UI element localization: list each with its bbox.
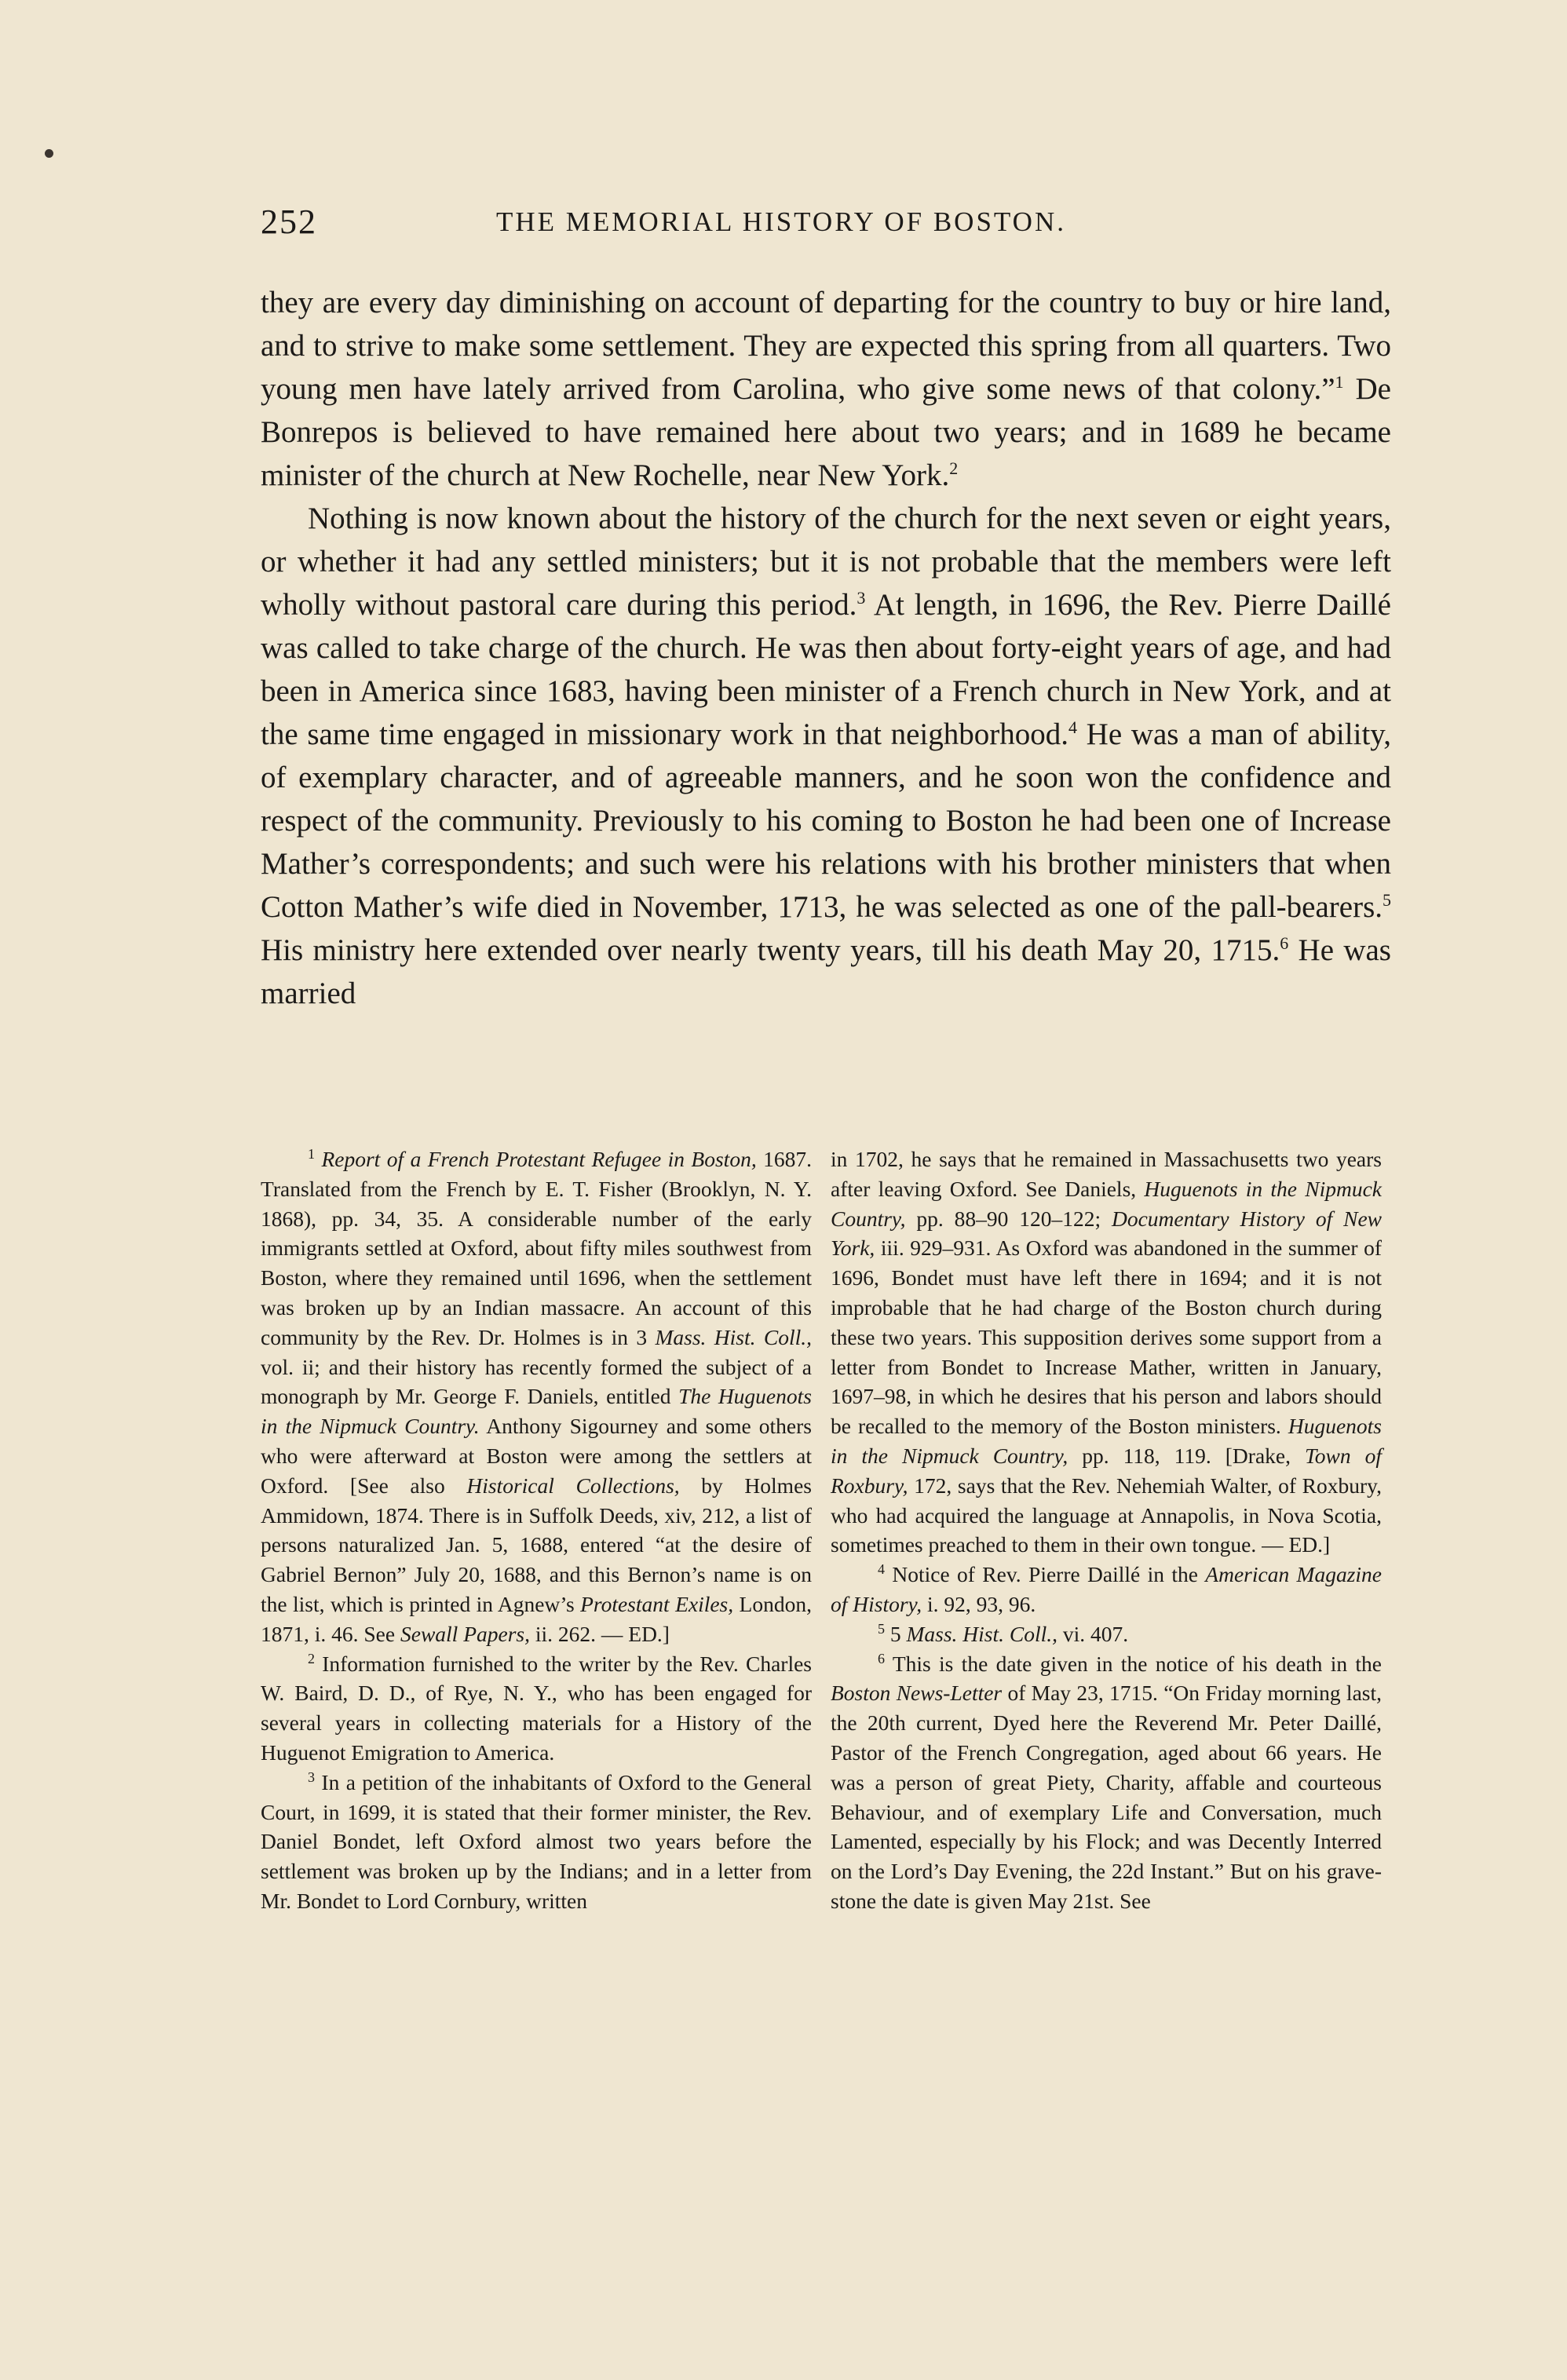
- footnote-4: [831, 1560, 1382, 1619]
- text-run: At length, in 1696, the Rev. Pierre Daillé was called to take charge of the church. He was then about forty-eight years of age, and had been in America since 1683, having been minister of a French church in New York, and at the same time engaged in missionary work in that neighborhood.: [261, 588, 1391, 751]
- italic-title: American Magazine of History,: [831, 1562, 1383, 1616]
- footnote-ref: 6: [1280, 933, 1289, 953]
- main-text: [261, 281, 1391, 1015]
- footnote-3-continued: [831, 1144, 1382, 1560]
- italic-title: Mass. Hist. Coll.,: [906, 1621, 1058, 1646]
- footnote-1: [261, 1144, 812, 1649]
- text-run: i. 92, 93, 96.: [922, 1591, 1036, 1616]
- footnote-ref: 4: [1068, 717, 1077, 737]
- text-run: in 1702, he says that he remained in Massachusetts two years after leaving Oxford. See Daniels,: [831, 1147, 1382, 1201]
- footnote-ref: 5: [1383, 890, 1391, 910]
- text-run: This is the date given in the notice of his death in the: [892, 1651, 1382, 1676]
- footnote-6: [831, 1649, 1382, 1916]
- italic-title: Town of Roxbury,: [831, 1443, 1382, 1498]
- footnote-mark: 4: [878, 1561, 885, 1578]
- italic-title: Huguenots in the Nipmuck Country,: [831, 1176, 1382, 1231]
- text-run: vol. ii; and their history has recently formed the subject of a monograph by Mr. George F. Daniels, entitled: [261, 1354, 812, 1409]
- ink-speck: [45, 149, 53, 158]
- text-run: He was a man of ability, of exemplary character, and of agreeable manners, and he soon won the confidence and respect of the community. Previously to his coming to Boston he had been one of Increase Mather’s correspondents; and such were his relations with his brother ministers that when Cotton Mather’s wife died in November, 1713, he was selected as one of the pall-bearers.: [261, 717, 1391, 924]
- italic-title: Documentary History of New York,: [831, 1206, 1382, 1261]
- footnote-mark: 3: [308, 1769, 315, 1785]
- footnote-mark: 2: [308, 1650, 315, 1666]
- footnote-3: [261, 1768, 812, 1916]
- text-run: 1687. Translated from the French by E. T. Fisher (Brooklyn, N. Y. 1868), pp. 34, 35. A considerable number of the early immigrants settled at Oxford, about fifty miles southwest from Boston, where they remained until 1696, when the settlement was broken up by an Indian massacre. An account of this community by the Rev. Dr. Holmes is in 3: [261, 1147, 813, 1349]
- text-run: they are every day diminishing on account of departing for the country to buy or hire land, and to strive to make some settlement. They are expected this spring from all quarters. Two young men have lately arrived from Carolina, who give some news of that colony.”: [261, 286, 1391, 406]
- text-run: Information furnished to the writer by the Rev. Charles W. Baird, D. D., of Rye, N. Y., who has been engaged for several years in collecting materials for a History of the Huguenot Emigration to America.: [261, 1651, 812, 1765]
- text-run: pp. 88–90 120–122;: [905, 1206, 1112, 1231]
- italic-title: Mass. Hist. Coll.,: [655, 1324, 812, 1349]
- italic-title: Sewall Papers,: [400, 1621, 530, 1646]
- text-run: 172, says that the Rev. Nehemiah Walter, of Roxbury, who had acquired the language at Annapolis, in Nova Scotia, sometimes preached to them in their own tongue. — ED.]: [831, 1473, 1382, 1557]
- text-run: vi. 407.: [1057, 1621, 1129, 1646]
- text-run: of May 23, 1715. “On Friday morning last, the 20th current, Dyed here the Reverend Mr. Peter Daillé, Pastor of the French Congregation, aged about 66 years. He was a person of great Piety, Charity, affable and courteous Behaviour, and of exemplary Life and Conversation, much Lamented, especially by his Flock; and was Decently Interred on the Lord’s Day Evening, the 22d Instant.” But on his grave-stone the date is given May 21st. See: [831, 1681, 1382, 1913]
- paragraph-1: [261, 281, 1391, 497]
- text-run: ii. 262. — ED.]: [529, 1621, 670, 1646]
- page-header: [261, 202, 1415, 249]
- footnote-5: [831, 1619, 1382, 1649]
- text-run: by Holmes Ammidown, 1874. There is in Suffolk Deeds, xiv, 212, a list of persons naturalized Jan. 5, 1688, entered “at the desire of Gabriel Bernon” July 20, 1688, and this Bernon’s name is on the list, which is printed in Agnew’s: [261, 1473, 812, 1616]
- italic-title: Report of a French Protestant Refugee in Boston,: [321, 1147, 757, 1171]
- running-head: THE MEMORIAL HISTORY OF BOSTON.: [496, 206, 1066, 237]
- text-run: Nothing is now known about the history of the church for the next seven or eight years, or whether it had any settled ministers; but it is not probable that the members were left wholly without pastoral care during this period.: [261, 502, 1391, 622]
- footnote-ref: 3: [857, 588, 866, 608]
- text-run: pp. 118, 119. [Drake,: [1068, 1443, 1305, 1468]
- footnotes-left-column: [261, 1144, 812, 1916]
- footnote-mark: 1: [308, 1146, 315, 1162]
- page-number: 252: [261, 203, 317, 241]
- italic-title: The Huguenots in the Nipmuck Country.: [261, 1384, 812, 1439]
- text-run: Notice of Rev. Pierre Daillé in the: [892, 1562, 1206, 1587]
- italic-title: Historical Collections,: [466, 1473, 680, 1498]
- footnote-ref: 2: [949, 458, 959, 478]
- text-run: iii. 929–931. As Oxford was abandoned in the summer of 1696, Bondet must have left there in 1694; and it is not improbable that he had charge of the Boston church during these two years. This supposition derives some support from a letter from Bondet to Increase Mather, written in January, 1697–98, in which he desires that his person and labors should be recalled to the memory of the Boston ministers.: [831, 1236, 1382, 1439]
- text-run: In a petition of the inhabitants of Oxford to the General Court, in 1699, it is stated that their former minister, the Rev. Daniel Bondet, left Oxford almost two years before the settlement was broken up by the Indians; and in a letter from Mr. Bondet to Lord Cornbury, written: [261, 1769, 813, 1913]
- text-run: London, 1871, i. 46. See: [261, 1591, 812, 1646]
- text-run: 5: [889, 1621, 907, 1646]
- footnote-mark: 6: [878, 1650, 885, 1666]
- italic-title: Protestant Exiles,: [580, 1591, 734, 1616]
- footnote-mark: 5: [878, 1620, 885, 1637]
- text-run: His ministry here extended over nearly twenty years, till his death May 20, 1715.: [261, 933, 1280, 967]
- footnotes-right-column: [831, 1144, 1382, 1916]
- text-run: He was married: [261, 933, 1391, 1010]
- italic-title: Huguenots in the Nipmuck Country,: [831, 1414, 1382, 1468]
- text-run: Anthony Sigourney and some others who were afterward at Boston were among the settlers at Oxford. [See also: [261, 1414, 812, 1498]
- paragraph-2: [261, 497, 1391, 1015]
- text-run: De Bonrepos is believed to have remained here about two years; and in 1689 he became minister of the church at New Rochelle, near New York.: [261, 372, 1391, 492]
- footnote-2: [261, 1649, 812, 1768]
- footnote-ref: 1: [1335, 372, 1344, 392]
- italic-title: Boston News-Letter: [831, 1681, 1003, 1706]
